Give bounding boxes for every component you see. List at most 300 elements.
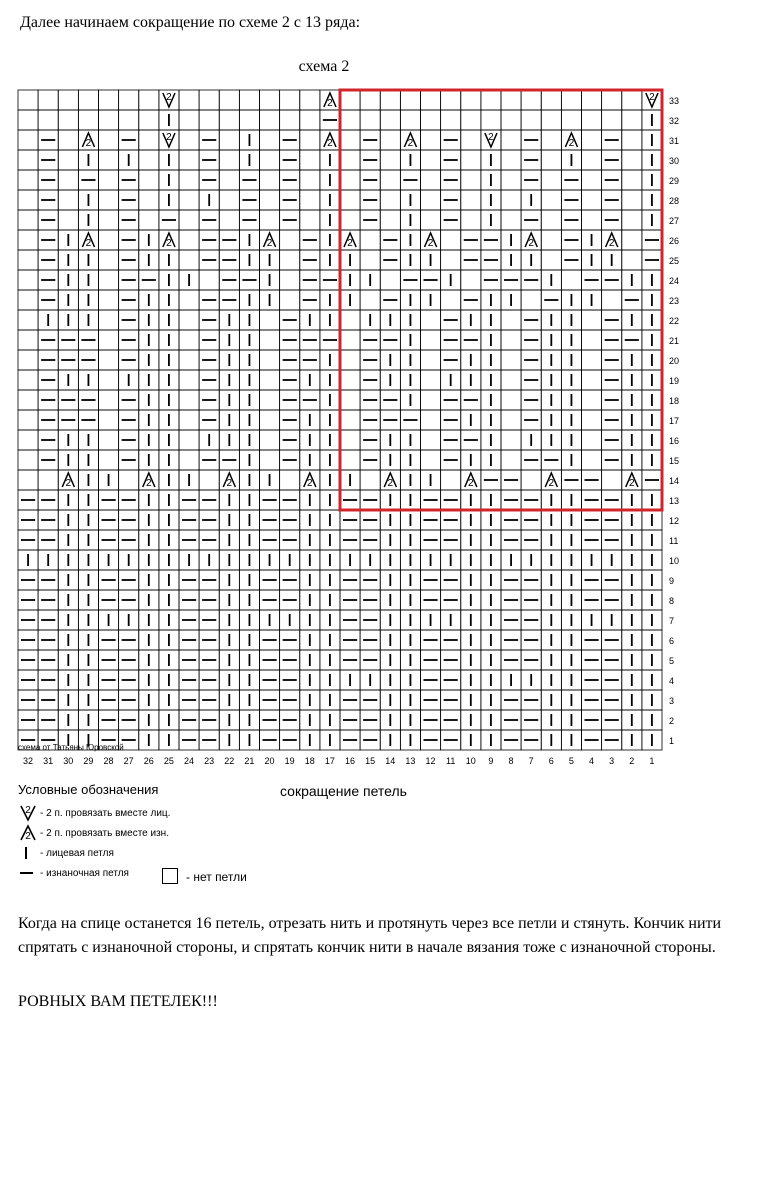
chart-cell bbox=[199, 90, 219, 110]
chart-cell bbox=[340, 170, 360, 190]
chart-cell bbox=[441, 230, 461, 250]
chart-cell bbox=[461, 270, 481, 290]
chart-cell bbox=[340, 410, 360, 430]
chart-cell bbox=[179, 290, 199, 310]
chart-cell bbox=[18, 210, 38, 230]
chart-cell bbox=[300, 90, 320, 110]
chart-cell bbox=[18, 410, 38, 430]
chart-cell bbox=[541, 90, 561, 110]
chart-cell bbox=[400, 110, 420, 130]
chart-cell bbox=[501, 390, 521, 410]
k2tog-stitch bbox=[163, 92, 175, 107]
chart-cell bbox=[541, 210, 561, 230]
chart-cell bbox=[441, 90, 461, 110]
chart-cell bbox=[18, 470, 38, 490]
chart-cell bbox=[99, 150, 119, 170]
column-label: 1 bbox=[649, 756, 655, 766]
chart-cell bbox=[421, 130, 441, 150]
chart-cell bbox=[582, 350, 602, 370]
svg-text:2: 2 bbox=[347, 238, 353, 249]
svg-text:2: 2 bbox=[649, 92, 655, 103]
legend bbox=[18, 782, 247, 884]
chart-cell bbox=[18, 190, 38, 210]
chart-cell bbox=[260, 150, 280, 170]
chart-cell bbox=[340, 450, 360, 470]
chart-cell bbox=[622, 210, 642, 230]
row-label: 15 bbox=[669, 456, 680, 466]
svg-text:2: 2 bbox=[608, 238, 615, 249]
chart-cell bbox=[18, 130, 38, 150]
row-label: 19 bbox=[669, 376, 680, 386]
chart-cell bbox=[521, 90, 541, 110]
row-label: 9 bbox=[669, 576, 675, 586]
chart-cell bbox=[179, 310, 199, 330]
column-label: 5 bbox=[568, 756, 574, 766]
legend-purl-text: - изнаночная петля bbox=[40, 868, 129, 879]
p2tog-stitch bbox=[565, 133, 577, 149]
chart-cell bbox=[239, 90, 259, 110]
svg-text:2: 2 bbox=[85, 238, 92, 249]
column-label: 12 bbox=[425, 756, 436, 766]
svg-text:2: 2 bbox=[85, 138, 92, 149]
chart-cell bbox=[340, 330, 360, 350]
chart-cell bbox=[219, 150, 239, 170]
column-label: 29 bbox=[83, 756, 94, 766]
chart-cell bbox=[260, 330, 280, 350]
svg-text:2: 2 bbox=[427, 238, 434, 249]
legend-k2tog-text: - 2 п. провязать вместе лиц. bbox=[40, 808, 171, 819]
p2tog-stitch bbox=[465, 473, 477, 489]
chart-cell bbox=[380, 110, 400, 130]
p2tog-stitch bbox=[264, 233, 276, 249]
chart-cell bbox=[179, 190, 199, 210]
column-label: 22 bbox=[224, 756, 235, 766]
chart-cell bbox=[622, 250, 642, 270]
p2tog-stitch bbox=[223, 473, 235, 489]
chart-cell bbox=[421, 330, 441, 350]
chart-cell bbox=[582, 390, 602, 410]
svg-text:2: 2 bbox=[166, 132, 172, 143]
chart-cell bbox=[380, 190, 400, 210]
column-label: 8 bbox=[508, 756, 514, 766]
chart-cell bbox=[441, 470, 461, 490]
column-label: 13 bbox=[405, 756, 416, 766]
chart-cell bbox=[421, 170, 441, 190]
chart-cell bbox=[501, 410, 521, 430]
chart-cell bbox=[421, 430, 441, 450]
chart-cell bbox=[18, 90, 38, 110]
legend-item-purl bbox=[18, 863, 158, 883]
row-label: 4 bbox=[669, 676, 675, 686]
chart-cell bbox=[99, 370, 119, 390]
chart-cell bbox=[582, 110, 602, 130]
k2tog-stitch bbox=[163, 132, 175, 147]
chart-cell bbox=[260, 350, 280, 370]
chart-cell bbox=[622, 110, 642, 130]
chart-cell bbox=[380, 170, 400, 190]
row-label: 5 bbox=[669, 656, 675, 666]
chart-cell bbox=[521, 290, 541, 310]
chart-author: схема от Татьяны Юровской bbox=[18, 743, 124, 752]
chart-cell bbox=[18, 230, 38, 250]
column-label: 4 bbox=[589, 756, 595, 766]
chart-cell bbox=[541, 170, 561, 190]
chart-cell bbox=[179, 410, 199, 430]
row-label: 2 bbox=[669, 716, 675, 726]
chart-cell bbox=[360, 250, 380, 270]
row-label: 26 bbox=[669, 236, 680, 246]
row-label: 23 bbox=[669, 296, 680, 306]
chart-cell bbox=[18, 310, 38, 330]
chart-cell bbox=[139, 210, 159, 230]
chart-cell bbox=[541, 190, 561, 210]
chart-cell bbox=[300, 210, 320, 230]
chart-cell bbox=[280, 250, 300, 270]
chart-cell bbox=[481, 90, 501, 110]
svg-text:2: 2 bbox=[166, 92, 172, 103]
svg-text:2: 2 bbox=[146, 478, 152, 489]
svg-text:2: 2 bbox=[327, 138, 333, 149]
svg-text:2: 2 bbox=[528, 238, 534, 249]
chart-cell bbox=[99, 290, 119, 310]
column-label: 19 bbox=[284, 756, 295, 766]
chart-cell bbox=[280, 110, 300, 130]
chart-cell bbox=[179, 150, 199, 170]
chart-cell bbox=[441, 290, 461, 310]
chart-cell bbox=[461, 210, 481, 230]
column-label: 2 bbox=[629, 756, 635, 766]
chart-cell bbox=[582, 370, 602, 390]
row-label: 17 bbox=[669, 416, 680, 426]
legend-item-p2tog bbox=[18, 823, 169, 843]
chart-cell bbox=[58, 90, 78, 110]
p2tog-icon bbox=[18, 823, 38, 843]
chart-cell bbox=[441, 110, 461, 130]
row-label: 11 bbox=[669, 536, 679, 546]
row-label: 14 bbox=[669, 476, 680, 486]
chart-cell bbox=[18, 370, 38, 390]
column-label: 9 bbox=[488, 756, 494, 766]
row-label: 3 bbox=[669, 696, 675, 706]
chart-cell bbox=[421, 90, 441, 110]
chart-cell bbox=[461, 110, 481, 130]
svg-text:2: 2 bbox=[65, 478, 72, 489]
chart-cell bbox=[58, 110, 78, 130]
row-label: 6 bbox=[669, 636, 675, 646]
legend-item-knit bbox=[18, 843, 158, 863]
chart-cell bbox=[582, 150, 602, 170]
chart-cell bbox=[501, 370, 521, 390]
chart-cell bbox=[380, 90, 400, 110]
svg-text:2: 2 bbox=[166, 238, 172, 249]
chart-cell bbox=[421, 350, 441, 370]
chart-cell bbox=[582, 90, 602, 110]
chart-cell bbox=[99, 310, 119, 330]
chart-cell bbox=[58, 150, 78, 170]
p2tog-stitch bbox=[143, 473, 155, 489]
p2tog-stitch bbox=[404, 133, 416, 149]
k2tog-stitch bbox=[485, 132, 497, 147]
chart-cell bbox=[18, 110, 38, 130]
chart-cell bbox=[582, 170, 602, 190]
chart-cell bbox=[18, 330, 38, 350]
chart-cell bbox=[58, 210, 78, 230]
row-label: 25 bbox=[669, 256, 680, 266]
chart-cell bbox=[561, 90, 581, 110]
chart-cell bbox=[340, 130, 360, 150]
p2tog-stitch bbox=[425, 233, 437, 249]
chart-cell bbox=[38, 110, 58, 130]
row-label: 32 bbox=[669, 116, 680, 126]
p2tog-stitch bbox=[344, 233, 356, 249]
chart-cell bbox=[622, 170, 642, 190]
column-label: 16 bbox=[345, 756, 356, 766]
instruction-paragraph: Когда на спице останется 16 петель, отрезать нить и протянуть через все петли и стянуть. Кончик нити спрятать с изнаночной стороны, и спрятать кончик нити в начале вязания тоже с изнаночной стороны. bbox=[18, 915, 722, 956]
p2tog-stitch bbox=[324, 93, 336, 109]
svg-text:2: 2 bbox=[568, 138, 575, 149]
chart-cell bbox=[380, 130, 400, 150]
chart-cell bbox=[602, 470, 622, 490]
chart-cell bbox=[199, 110, 219, 130]
chart-cell bbox=[179, 130, 199, 150]
chart-cell bbox=[179, 210, 199, 230]
row-label: 29 bbox=[669, 176, 680, 186]
chart-cell bbox=[501, 190, 521, 210]
chart-cell bbox=[78, 110, 98, 130]
chart-cell bbox=[18, 430, 38, 450]
chart-cell bbox=[99, 270, 119, 290]
chart-cell bbox=[501, 350, 521, 370]
chart-cell bbox=[582, 210, 602, 230]
chart-cell bbox=[139, 110, 159, 130]
chart-cell bbox=[461, 130, 481, 150]
chart-cell bbox=[441, 250, 461, 270]
chart-cell bbox=[501, 130, 521, 150]
chart-cell bbox=[481, 110, 501, 130]
chart-cell bbox=[421, 410, 441, 430]
chart-cell bbox=[421, 150, 441, 170]
svg-text:2: 2 bbox=[226, 478, 233, 489]
chart-cell bbox=[18, 170, 38, 190]
chart-cell bbox=[179, 230, 199, 250]
chart-cell bbox=[260, 450, 280, 470]
chart-cell bbox=[380, 210, 400, 230]
column-label: 11 bbox=[446, 756, 456, 766]
p2tog-stitch bbox=[304, 473, 316, 489]
chart-cell bbox=[340, 90, 360, 110]
column-label: 17 bbox=[324, 756, 335, 766]
chart-cell bbox=[501, 90, 521, 110]
chart-cell bbox=[582, 410, 602, 430]
chart-cell bbox=[99, 430, 119, 450]
chart-cell bbox=[260, 190, 280, 210]
chart-cell bbox=[501, 430, 521, 450]
column-label: 31 bbox=[43, 756, 54, 766]
p2tog-stitch bbox=[525, 233, 537, 249]
chart-cell bbox=[58, 170, 78, 190]
chart-cell bbox=[541, 150, 561, 170]
chart-cell bbox=[179, 90, 199, 110]
chart-cell bbox=[179, 170, 199, 190]
row-label: 13 bbox=[669, 496, 680, 506]
chart-cell bbox=[99, 210, 119, 230]
chart-cell bbox=[622, 90, 642, 110]
chart-cell bbox=[199, 470, 219, 490]
chart-cell bbox=[501, 150, 521, 170]
chart-cell bbox=[38, 470, 58, 490]
svg-text:2: 2 bbox=[266, 238, 273, 249]
chart-cell bbox=[360, 110, 380, 130]
chart-cell bbox=[99, 450, 119, 470]
column-label: 30 bbox=[63, 756, 74, 766]
column-label: 32 bbox=[23, 756, 34, 766]
chart-cell bbox=[119, 90, 139, 110]
closing-text: РОВНЫХ ВАМ ПЕТЕЛЕК!!! bbox=[18, 993, 218, 1010]
row-label: 24 bbox=[669, 276, 680, 286]
chart-cell bbox=[139, 150, 159, 170]
chart-cell bbox=[622, 150, 642, 170]
legend-title: Условные обозначения bbox=[18, 782, 159, 797]
svg-text:2: 2 bbox=[25, 831, 31, 842]
chart-cell bbox=[99, 390, 119, 410]
p2tog-stitch bbox=[384, 473, 396, 489]
row-label: 33 bbox=[669, 96, 680, 106]
row-label: 21 bbox=[669, 336, 680, 346]
chart-cell bbox=[99, 170, 119, 190]
chart-cell bbox=[340, 150, 360, 170]
chart-cell bbox=[139, 90, 159, 110]
chart-cell bbox=[340, 110, 360, 130]
chart-cell bbox=[260, 390, 280, 410]
legend-empty-text: - нет петли bbox=[186, 870, 247, 884]
chart-cell bbox=[280, 270, 300, 290]
chart-cell bbox=[280, 470, 300, 490]
chart-cell bbox=[18, 390, 38, 410]
svg-text:2: 2 bbox=[327, 98, 333, 109]
chart-cell bbox=[260, 210, 280, 230]
chart-cell bbox=[280, 290, 300, 310]
chart-cell bbox=[421, 310, 441, 330]
column-label: 28 bbox=[103, 756, 114, 766]
chart-cell bbox=[260, 410, 280, 430]
chart-cell bbox=[38, 90, 58, 110]
chart-cell bbox=[582, 310, 602, 330]
chart-cell bbox=[340, 190, 360, 210]
chart-cell bbox=[219, 210, 239, 230]
p2tog-stitch bbox=[62, 473, 74, 489]
chart-cell bbox=[18, 250, 38, 270]
column-label: 3 bbox=[609, 756, 615, 766]
chart-cell bbox=[541, 250, 561, 270]
chart-cell bbox=[340, 350, 360, 370]
chart-cell bbox=[78, 90, 98, 110]
column-label: 25 bbox=[163, 756, 174, 766]
chart-cell bbox=[139, 190, 159, 210]
chart-cell bbox=[99, 410, 119, 430]
chart-cell bbox=[219, 190, 239, 210]
chart-cell bbox=[501, 330, 521, 350]
chart-cell bbox=[99, 90, 119, 110]
chart-cell bbox=[501, 450, 521, 470]
chart-cell bbox=[602, 290, 622, 310]
p2tog-stitch bbox=[82, 233, 94, 249]
row-label: 16 bbox=[669, 436, 680, 446]
chart-cell bbox=[501, 110, 521, 130]
svg-text:2: 2 bbox=[629, 478, 635, 489]
chart-cell bbox=[300, 170, 320, 190]
chart-cell bbox=[421, 450, 441, 470]
chart-cell bbox=[461, 90, 481, 110]
chart-cell bbox=[99, 190, 119, 210]
chart-cell bbox=[179, 390, 199, 410]
column-label: 21 bbox=[244, 756, 255, 766]
chart-cell bbox=[179, 370, 199, 390]
chart-cell bbox=[219, 110, 239, 130]
row-label: 18 bbox=[669, 396, 680, 406]
chart-cell bbox=[18, 350, 38, 370]
purl-icon bbox=[18, 863, 38, 883]
chart-cell bbox=[99, 250, 119, 270]
chart-cell bbox=[179, 250, 199, 270]
chart-cell bbox=[280, 230, 300, 250]
chart-cell bbox=[541, 130, 561, 150]
row-label: 12 bbox=[669, 516, 680, 526]
row-label: 22 bbox=[669, 316, 680, 326]
chart-cell bbox=[179, 450, 199, 470]
chart-cell bbox=[521, 110, 541, 130]
chart-cell bbox=[582, 430, 602, 450]
svg-text:2: 2 bbox=[548, 478, 555, 489]
chart-cell bbox=[119, 470, 139, 490]
chart-cell bbox=[340, 370, 360, 390]
column-label: 20 bbox=[264, 756, 275, 766]
chart-cell bbox=[380, 150, 400, 170]
chart-cell bbox=[280, 90, 300, 110]
svg-text:2: 2 bbox=[25, 805, 31, 816]
chart-cell bbox=[139, 130, 159, 150]
chart-cell bbox=[602, 90, 622, 110]
legend-item-k2tog bbox=[18, 803, 171, 823]
chart-cell bbox=[501, 310, 521, 330]
chart-cell bbox=[421, 370, 441, 390]
column-label: 27 bbox=[123, 756, 134, 766]
column-label: 15 bbox=[365, 756, 376, 766]
chart-cell bbox=[260, 310, 280, 330]
chart-cell bbox=[260, 90, 280, 110]
p2tog-stitch bbox=[545, 473, 557, 489]
chart-cell bbox=[360, 230, 380, 250]
chart-cell bbox=[99, 130, 119, 150]
column-label: 10 bbox=[465, 756, 476, 766]
chart-cell bbox=[380, 270, 400, 290]
chart-cell bbox=[139, 170, 159, 190]
chart-cell bbox=[300, 110, 320, 130]
chart-cell bbox=[582, 450, 602, 470]
chart-cell bbox=[541, 110, 561, 130]
p2tog-stitch bbox=[324, 133, 336, 149]
chart-cell bbox=[300, 130, 320, 150]
row-label: 8 bbox=[669, 596, 675, 606]
k2tog-stitch bbox=[646, 92, 658, 107]
chart-cell bbox=[260, 130, 280, 150]
row-label: 31 bbox=[669, 136, 680, 146]
chart-cell bbox=[340, 390, 360, 410]
chart-cell bbox=[461, 170, 481, 190]
row-label: 7 bbox=[669, 616, 675, 626]
row-label: 30 bbox=[669, 156, 680, 166]
chart-cell bbox=[219, 130, 239, 150]
chart-cell bbox=[421, 210, 441, 230]
